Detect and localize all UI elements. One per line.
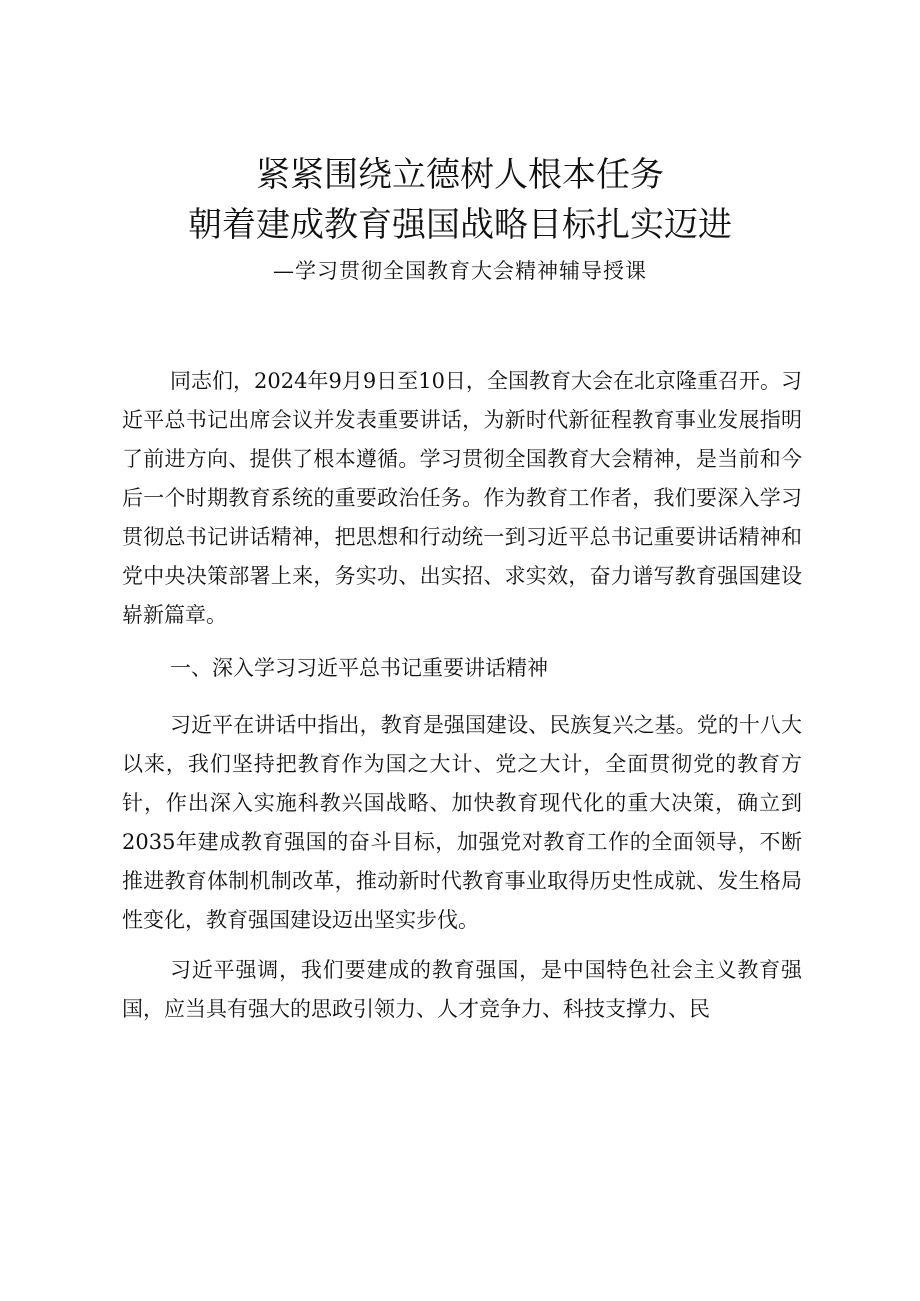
document-title-line-1: 紧紧围绕立德树人根本任务	[256, 155, 664, 195]
title-block	[0, 150, 920, 286]
section-1-paragraph-1: 习近平在讲话中指出，教育是强国建设、民族复兴之基。党的十八大以来，我们坚持把教育作为国之大计、党之大计，全面贯彻党的教育方针，作出深入实施科教兴国战略、加快教育现代化的重大决策，确立到2035年建成教育强国的奋斗目标，加强党对教育工作的全面领导，不断推进教育体制机制改革，推动新时代教育事业取得历史性成就、发生格局性变化，教育强国建设迈出坚实步伐。	[122, 713, 802, 932]
document-body	[122, 362, 802, 1029]
document-subtitle: —学习贯彻全国教育大会精神辅导授课	[273, 259, 647, 283]
section-heading-1: 一、深入学习习近平总书记重要讲话精神	[170, 656, 548, 680]
document-title-line-2: 朝着建成教育强国战略目标扎实迈进	[188, 205, 732, 245]
intro-paragraph: 同志们，2024年9月9日至10日，全国教育大会在北京隆重召开。习近平总书记出席会议并发表重要讲话，为新时代新征程教育事业发展指明了前进方向、提供了根本遵循。学习贯彻全国教育大会精神，是当前和今后一个时期教育系统的重要政治任务。作为教育工作者，我们要深入学习贯彻总书记讲话精神，把思想和行动统一到习近平总书记重要讲话精神和党中央决策部署上来，务实功、出实招、求实效，奋力谱写教育强国建设崭新篇章。	[122, 369, 802, 627]
section-1-paragraph-2: 习近平强调，我们要建成的教育强国，是中国特色社会主义教育强国，应当具有强大的思政引领力、人才竞争力、科技支撑力、民	[122, 958, 802, 1021]
